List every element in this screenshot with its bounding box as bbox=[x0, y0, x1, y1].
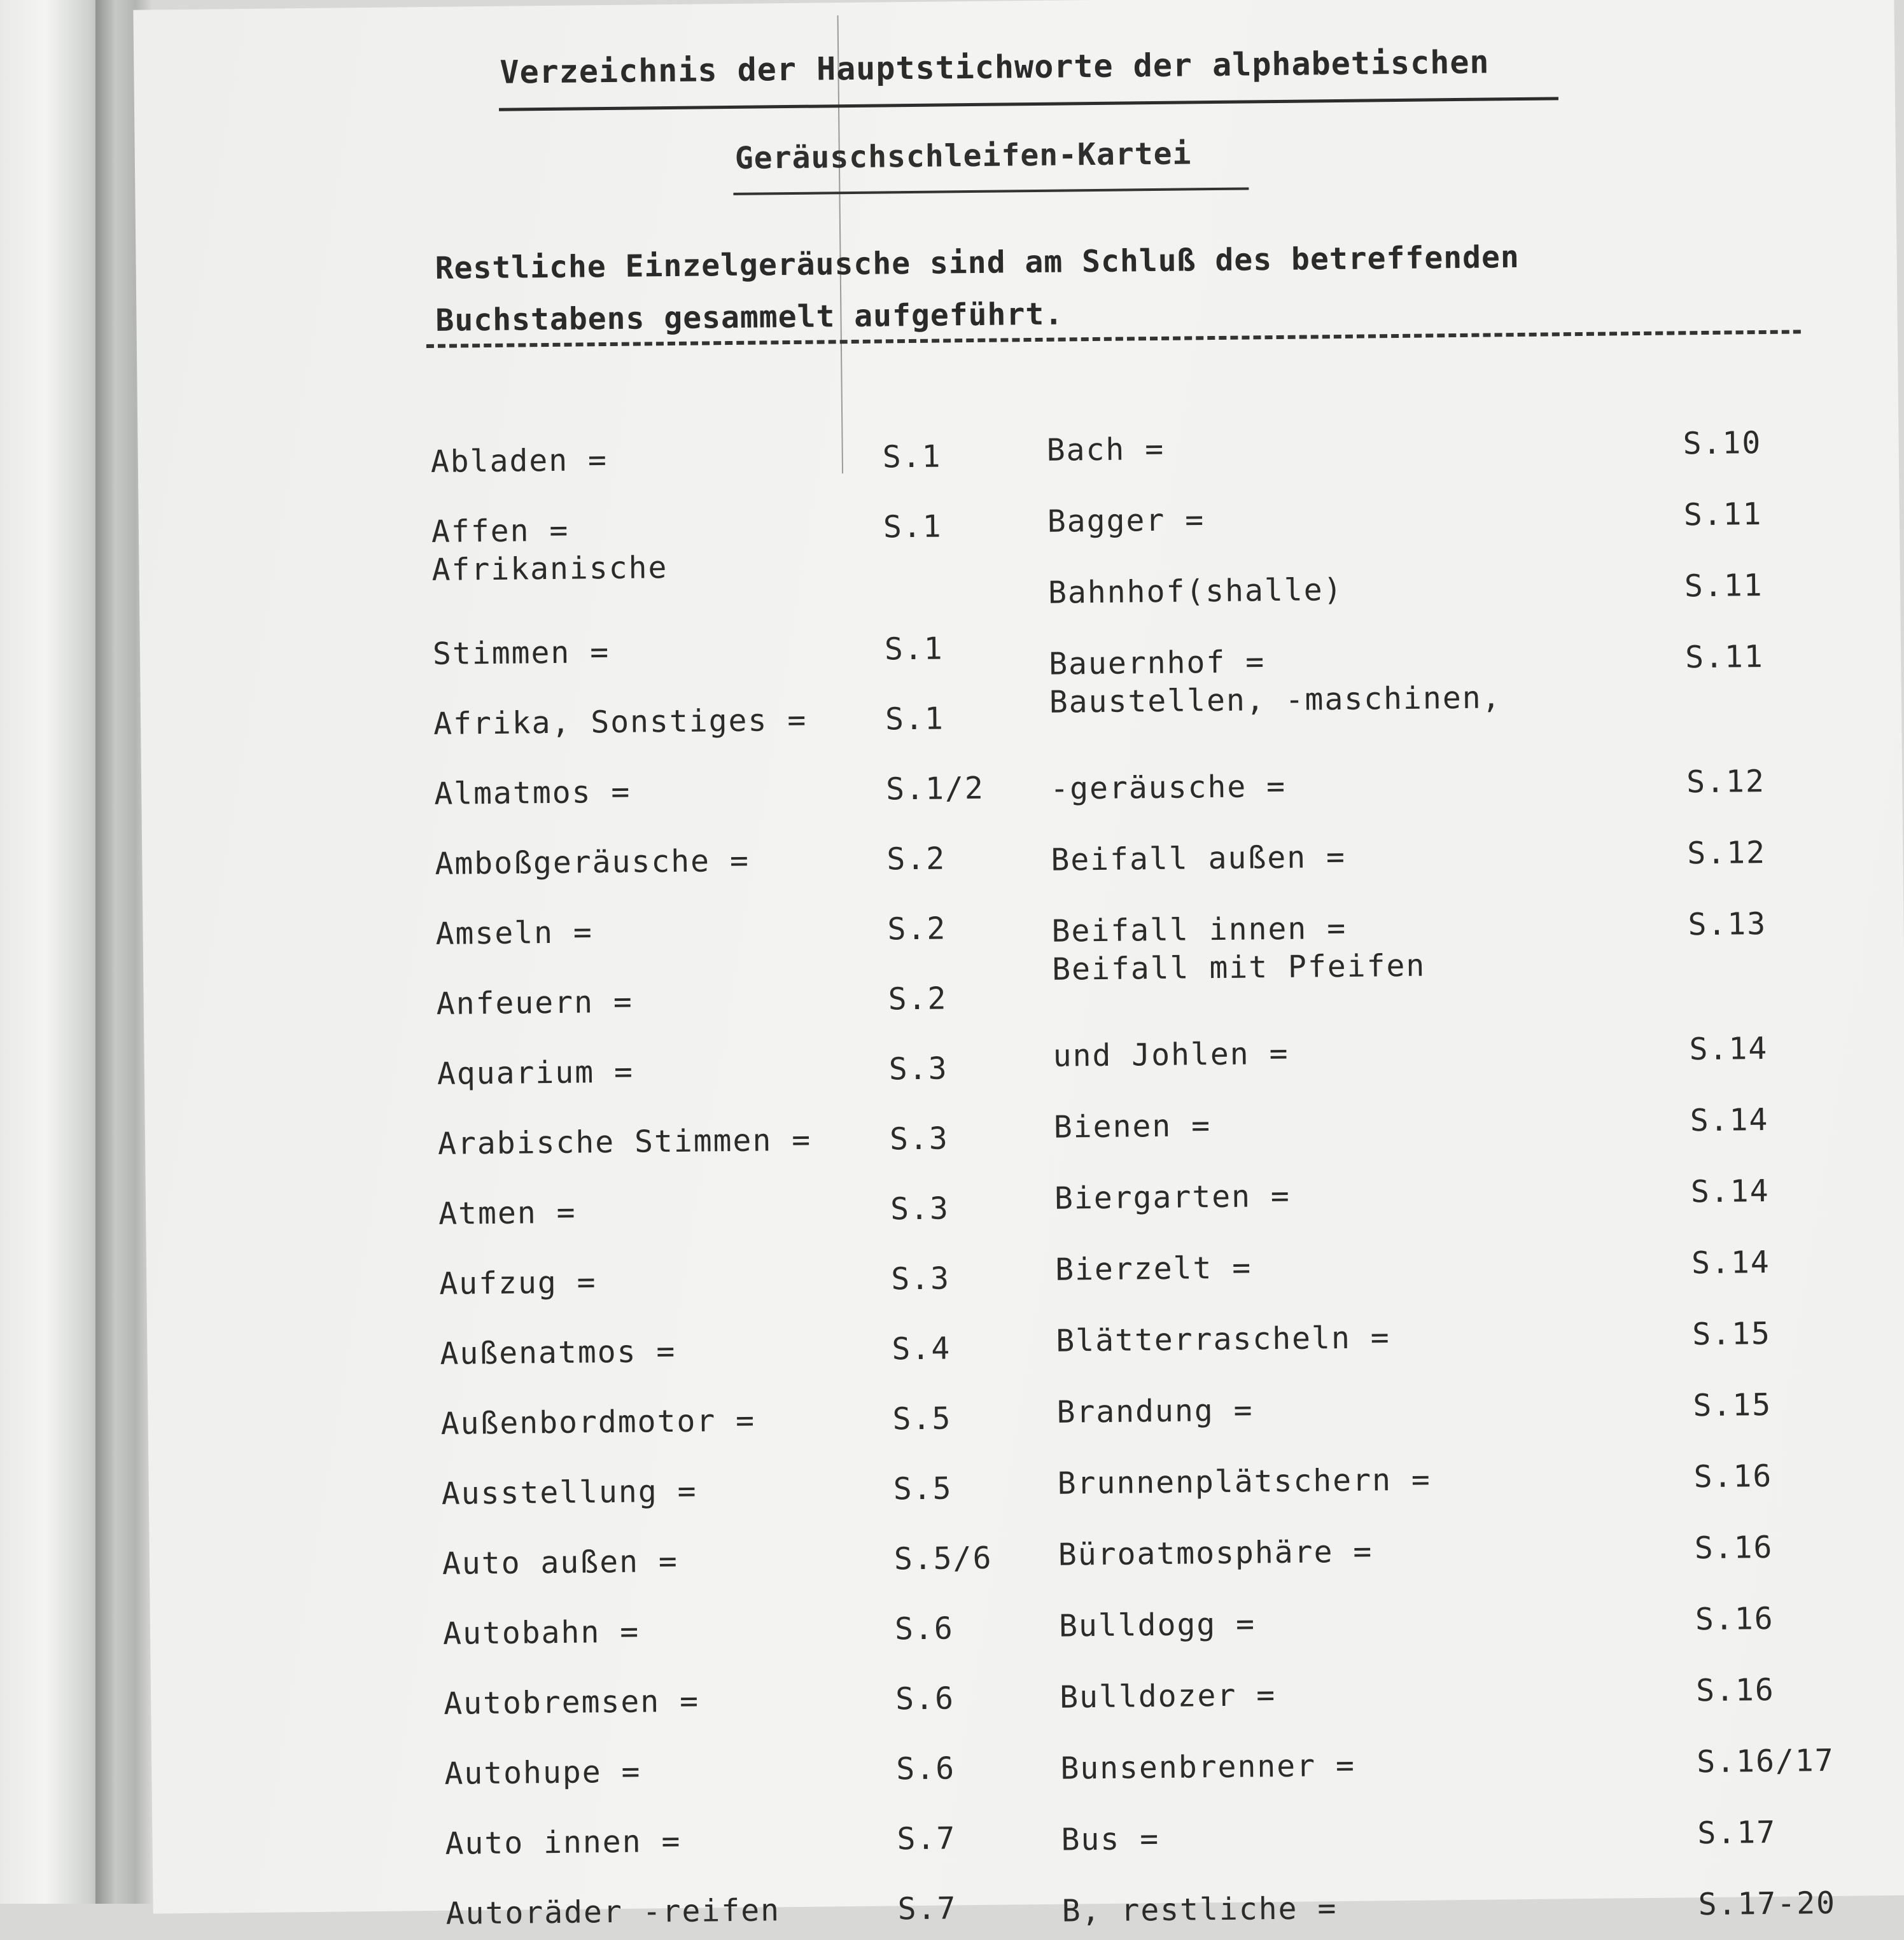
title-underline bbox=[499, 97, 1558, 111]
entry-term: Bierzelt = bbox=[1054, 1250, 1252, 1288]
entry-term: Auto innen = bbox=[445, 1823, 682, 1862]
entry-page-ref: S.14 bbox=[1690, 1173, 1770, 1210]
entry-term: Affen = bbox=[431, 512, 570, 550]
index-entry bbox=[435, 877, 1009, 953]
index-entry bbox=[433, 667, 1006, 743]
index-entry bbox=[445, 1857, 1019, 1932]
index-entry bbox=[1058, 1494, 1879, 1574]
entry-page-ref: S.5 bbox=[892, 1400, 952, 1437]
entry-term: Autoräder -reifen bbox=[445, 1892, 781, 1932]
document-title: Verzeichnis der Hauptstichworte der alphabetischen bbox=[500, 43, 1490, 91]
entry-page-ref: S.6 bbox=[896, 1750, 956, 1787]
index-entry bbox=[431, 475, 1004, 551]
index-entry bbox=[1057, 1423, 1879, 1503]
entry-term: Stimmen = bbox=[432, 634, 610, 672]
entry-page-ref: S.7 bbox=[897, 1820, 956, 1857]
index-entry bbox=[440, 1297, 1013, 1372]
index-entry bbox=[1051, 799, 1872, 879]
index-entry bbox=[1048, 603, 1870, 683]
note-line-1: Restliche Einzelgeräusche sind am Schluß des betreffenden bbox=[435, 239, 1520, 286]
entry-term: Beifall innen = bbox=[1051, 910, 1347, 949]
entry-page-ref: S.11 bbox=[1684, 568, 1763, 604]
entry-page-ref: S.14 bbox=[1689, 1030, 1768, 1068]
entry-page-ref: S.2 bbox=[886, 841, 946, 877]
index-entry bbox=[445, 1787, 1018, 1862]
index-column-b bbox=[1046, 389, 1867, 1929]
entry-term: Bulldozer = bbox=[1059, 1677, 1277, 1715]
subtitle-underline bbox=[733, 187, 1249, 195]
entry-term: Außenatmos = bbox=[440, 1333, 676, 1372]
entry-term: Brandung = bbox=[1056, 1392, 1254, 1430]
index-entry bbox=[1060, 1708, 1882, 1788]
entry-term: B, restliche = bbox=[1061, 1890, 1338, 1929]
index-entry bbox=[437, 1017, 1010, 1092]
index-entry bbox=[1047, 461, 1868, 541]
entry-term: Atmen = bbox=[438, 1194, 577, 1232]
entry-term: Bagger = bbox=[1047, 502, 1205, 540]
entry-page-ref: S.16 bbox=[1695, 1600, 1774, 1638]
entry-page-ref: S.15 bbox=[1692, 1315, 1772, 1353]
entry-page-ref: S.7 bbox=[897, 1890, 957, 1927]
entry-term: Auto außen = bbox=[442, 1543, 679, 1582]
entry-term: Bulldogg = bbox=[1058, 1606, 1256, 1644]
entry-term: Blätterrascheln = bbox=[1056, 1320, 1390, 1359]
entry-term: Bus = bbox=[1061, 1821, 1160, 1858]
entry-page-ref: S.3 bbox=[890, 1190, 950, 1227]
index-entry bbox=[442, 1507, 1015, 1582]
entry-term-line1: Afrikanische bbox=[431, 550, 668, 588]
document-page bbox=[133, 0, 1904, 1932]
entry-page-ref: S.14 bbox=[1691, 1244, 1771, 1281]
index-entry bbox=[1054, 1209, 1876, 1289]
entry-term: Almatmos = bbox=[434, 774, 631, 812]
entry-term: Amboßgeräusche = bbox=[435, 842, 750, 882]
note-text bbox=[435, 231, 1520, 347]
entry-term: Bauernhof = bbox=[1048, 644, 1266, 682]
index-entry bbox=[433, 737, 1007, 813]
entry-term-line1: Beifall mit Pfeifen bbox=[1051, 947, 1426, 987]
index-entry bbox=[1061, 1850, 1883, 1930]
entry-term: Aquarium = bbox=[437, 1054, 634, 1092]
note-line-2: Buchstabens gesammelt aufgeführt. bbox=[435, 296, 1064, 338]
index-column-a bbox=[430, 405, 1003, 1932]
entry-term: und Johlen = bbox=[1053, 1035, 1289, 1074]
index-entry bbox=[1056, 1280, 1877, 1360]
entry-term: Aufzug = bbox=[439, 1264, 597, 1302]
index-entry bbox=[435, 807, 1008, 883]
entry-page-ref: S.6 bbox=[894, 1610, 955, 1647]
index-entry bbox=[1058, 1565, 1880, 1645]
entry-page-ref: S.1 bbox=[884, 631, 944, 667]
entry-page-ref: S.4 bbox=[892, 1330, 951, 1367]
entry-term: Büroatmosphäre = bbox=[1058, 1533, 1373, 1573]
entry-page-ref: S.6 bbox=[895, 1680, 955, 1717]
entry-page-ref: S.15 bbox=[1693, 1386, 1772, 1424]
entry-page-ref: S.5/6 bbox=[893, 1540, 993, 1577]
entry-term: Beifall außen = bbox=[1051, 839, 1347, 878]
entry-term: Außenbordmotor = bbox=[440, 1402, 756, 1442]
index-entry bbox=[1061, 1779, 1882, 1859]
entry-page-ref: S.16 bbox=[1693, 1458, 1773, 1495]
entry-page-ref: S.11 bbox=[1683, 496, 1763, 533]
entry-term: Amseln = bbox=[435, 914, 594, 952]
entry-term: Bunsenbrenner = bbox=[1060, 1747, 1356, 1787]
entry-term: Bienen = bbox=[1053, 1108, 1212, 1145]
entry-term: Ausstellung = bbox=[441, 1473, 697, 1512]
entry-page-ref: S.13 bbox=[1688, 905, 1767, 943]
entry-page-ref: S.16/17 bbox=[1697, 1742, 1835, 1780]
entry-page-ref: S.16 bbox=[1694, 1529, 1774, 1567]
index-entry bbox=[440, 1367, 1014, 1442]
index-entry bbox=[442, 1577, 1016, 1652]
entry-page-ref: S.1 bbox=[883, 508, 942, 545]
entry-term: Autobahn = bbox=[442, 1614, 640, 1652]
entry-term: -geräusche = bbox=[1049, 768, 1287, 807]
entry-term: Abladen = bbox=[430, 442, 608, 480]
entry-page-ref: S.17-20 bbox=[1698, 1885, 1837, 1923]
entry-page-ref: S.5 bbox=[893, 1470, 953, 1507]
index-entry bbox=[444, 1717, 1018, 1792]
entry-term: Anfeuern = bbox=[436, 984, 634, 1022]
entry-term: Autobremsen = bbox=[443, 1683, 700, 1722]
entry-page-ref: S.10 bbox=[1683, 425, 1762, 462]
index-entry bbox=[439, 1227, 1012, 1302]
entry-page-ref: S.12 bbox=[1687, 834, 1767, 872]
index-entry bbox=[443, 1647, 1016, 1722]
index-entry bbox=[437, 1087, 1011, 1162]
entry-page-ref: S.3 bbox=[888, 1050, 948, 1087]
index-entry bbox=[1052, 942, 1874, 1075]
entry-term: Arabische Stimmen = bbox=[437, 1122, 812, 1162]
index-entry bbox=[1051, 870, 1873, 951]
entry-page-ref: S.1 bbox=[885, 701, 945, 737]
entry-page-ref: S.2 bbox=[887, 911, 947, 947]
entry-term: Afrika, Sonstiges = bbox=[433, 702, 808, 742]
entry-page-ref: S.17 bbox=[1697, 1814, 1777, 1852]
index-entry bbox=[1053, 1066, 1875, 1147]
index-entry bbox=[1049, 674, 1872, 807]
entry-page-ref: S.16 bbox=[1695, 1671, 1775, 1709]
index-entry bbox=[1056, 1351, 1878, 1432]
index-entry bbox=[1054, 1138, 1875, 1218]
index-entry bbox=[438, 1157, 1011, 1232]
index-entry bbox=[1046, 389, 1868, 470]
entry-term: Biergarten = bbox=[1054, 1178, 1291, 1217]
entry-term-line1: Baustellen, -maschinen, bbox=[1049, 680, 1502, 720]
index-entry bbox=[436, 947, 1009, 1022]
index-entry bbox=[1047, 532, 1869, 612]
entry-term: Brunnenplätschern = bbox=[1057, 1462, 1432, 1502]
entry-term: Autohupe = bbox=[444, 1754, 641, 1792]
entry-page-ref: S.1/2 bbox=[885, 770, 985, 807]
entry-page-ref: S.2 bbox=[888, 980, 948, 1017]
index-entry bbox=[1059, 1636, 1880, 1717]
document-subtitle: Geräuschschleifen-Kartei bbox=[734, 136, 1192, 176]
entry-term: Bach = bbox=[1046, 431, 1165, 468]
entry-page-ref: S.1 bbox=[882, 438, 942, 475]
entry-page-ref: S.12 bbox=[1686, 764, 1766, 800]
entry-term: Bahnhof(shalle) bbox=[1047, 571, 1343, 611]
entry-page-ref: S.11 bbox=[1684, 639, 1765, 676]
entry-page-ref: S.3 bbox=[889, 1120, 949, 1157]
entry-page-ref: S.3 bbox=[891, 1260, 951, 1297]
entry-page-ref: S.14 bbox=[1690, 1101, 1769, 1139]
index-entry bbox=[431, 545, 1005, 673]
index-entry bbox=[441, 1437, 1014, 1512]
index-entry bbox=[430, 405, 1004, 481]
